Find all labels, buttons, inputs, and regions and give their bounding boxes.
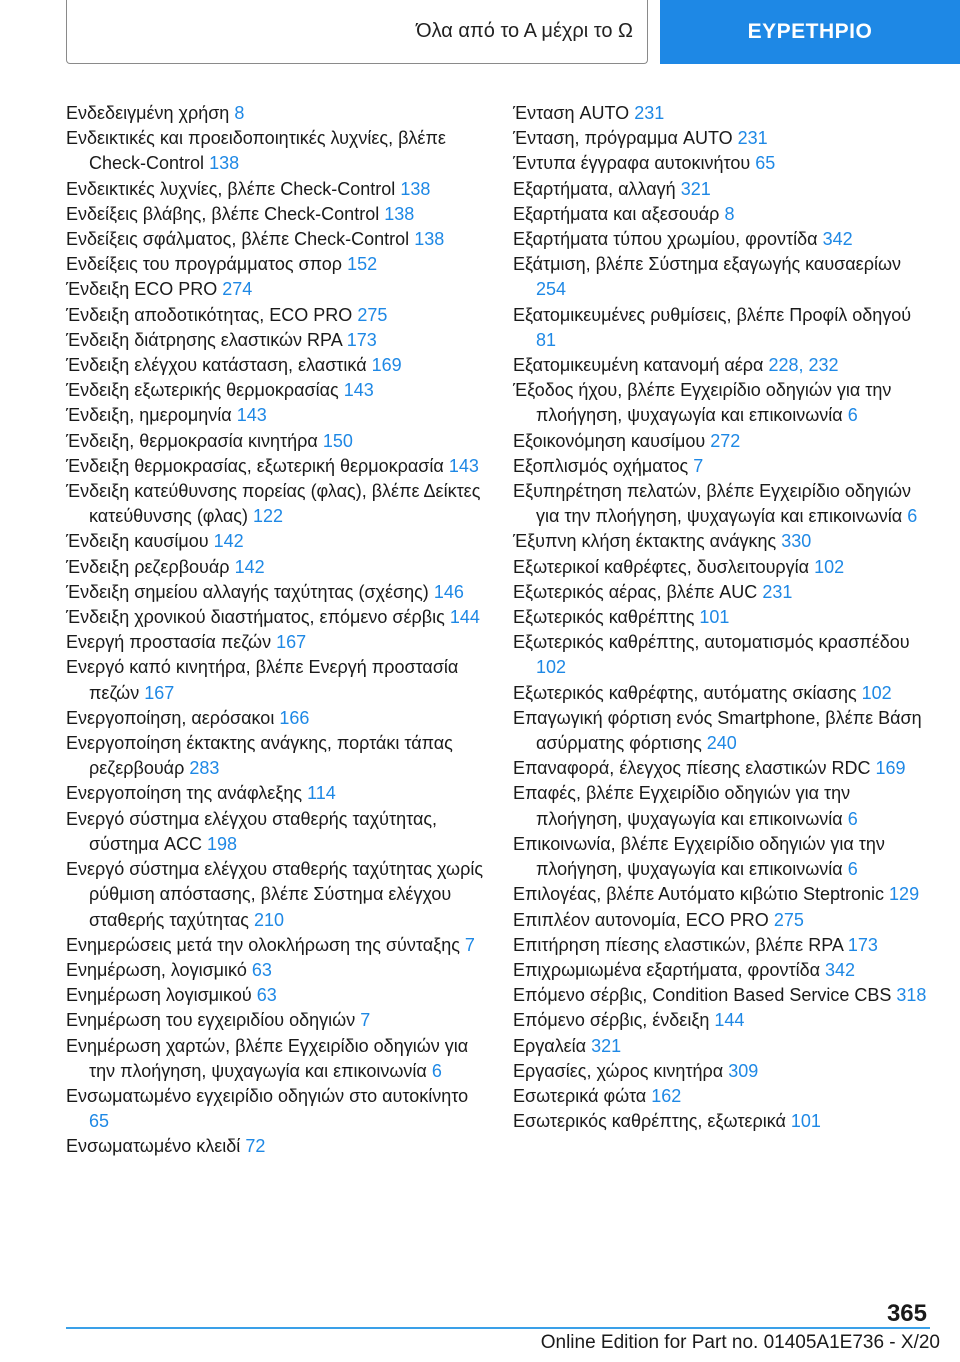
index-entry [513, 832, 933, 882]
page-reference-link[interactable]: 275 [773, 909, 804, 930]
index-column-right [513, 101, 933, 1134]
page-reference-link[interactable]: 166 [279, 707, 310, 728]
page-reference-link[interactable]: 231 [634, 103, 665, 123]
index-entry-text: Ένδειξη κατεύθυνσης πορείας (φλας), βλέπε Δείκτες κατεύθυνσης (φλας) [66, 481, 481, 527]
index-entry [66, 303, 488, 328]
page-reference-link[interactable]: 167 [276, 632, 307, 653]
page-reference-link[interactable]: 342 [822, 229, 853, 250]
page-reference-link[interactable]: 6 [431, 1060, 442, 1081]
page-reference-link[interactable]: 173 [847, 934, 878, 955]
index-entry-text: Ένταση, πρόγραμμα AUTO [513, 128, 733, 149]
page-reference-link[interactable]: 142 [234, 556, 265, 577]
index-entry [66, 655, 488, 705]
index-entry-text: Εξαρτήματα τύπου χρωμίου, φροντίδα [513, 229, 818, 250]
index-entry [66, 1034, 488, 1084]
index-entry [66, 177, 488, 202]
index-entry-text: Εξοπλισμός οχήματος [513, 455, 689, 476]
index-entry-text: Ένδειξη ECO PRO [66, 279, 218, 300]
index-entry-text: Ενσωματωμένο κλειδί [66, 1136, 241, 1157]
index-entry [66, 630, 488, 655]
index-entry [513, 202, 933, 227]
index-entry [66, 479, 488, 529]
page-reference-link[interactable]: 143 [448, 455, 479, 476]
index-entry [66, 706, 488, 731]
page-reference-link[interactable]: 342 [825, 959, 856, 980]
index-entry [513, 101, 933, 126]
page-reference-link[interactable]: 7 [693, 455, 704, 476]
index-entry-text: Έξοδος ήχου, βλέπε Εγχειρίδιο οδηγιών για την πλοήγηση, ψυχαγωγία και επικοινωνία [513, 380, 892, 426]
index-entry [513, 177, 933, 202]
page-reference-link[interactable]: 6 [847, 405, 858, 426]
index-entry [513, 983, 933, 1008]
index-entry [66, 202, 488, 227]
index-entry-text: Ένδειξη χρονικού διαστήματος, επόμενο σέρβις [66, 607, 445, 628]
index-entry [66, 378, 488, 403]
page-reference-link[interactable]: 321 [591, 1035, 622, 1056]
page-reference-link[interactable]: 101 [699, 607, 730, 628]
index-entry-text: Εργαλεία [513, 1035, 587, 1056]
page-reference-link[interactable]: 198 [206, 833, 238, 854]
index-entry [66, 454, 488, 479]
index-entry [513, 454, 933, 479]
page-reference-link[interactable]: 63 [251, 959, 272, 980]
page-reference-link[interactable]: 72 [245, 1136, 266, 1157]
index-entry-text: Ενημέρωση, λογισμικό [66, 959, 247, 980]
index-entry-text: Ενεργοποίηση, αερόσακοι [66, 707, 275, 728]
index-entry-text: Επαγωγική φόρτιση ενός Smartphone, βλέπε Βάση ασύρματης φόρτισης [513, 707, 922, 754]
page-reference-link[interactable]: 283 [189, 758, 220, 779]
index-entry-text: Ενδείξεις του προγράμματος σπορ [66, 254, 343, 275]
index-entry [66, 983, 488, 1008]
index-entry-text: Έντυπα έγγραφα αυτοκινήτου [513, 153, 751, 174]
page-reference-link[interactable]: 321 [680, 178, 711, 199]
index-entry-text: Εξωτερικός καθρέπτης [513, 607, 695, 628]
index-entry [513, 227, 933, 252]
index-entry-text: Εξωτερικός αέρας, βλέπε AUC [513, 581, 758, 602]
index-entry [66, 857, 488, 933]
page-reference-link[interactable]: 162 [651, 1085, 682, 1106]
index-header [0, 0, 960, 64]
index-entry-text: Επόμενο σέρβις, ένδειξη [513, 1010, 710, 1031]
page-reference-link[interactable]: 272 [710, 430, 741, 451]
footer-divider [66, 1327, 930, 1329]
index-entry [513, 756, 933, 781]
page-reference-link[interactable]: 231 [762, 581, 793, 602]
index-entry [513, 1008, 933, 1033]
index-entry [66, 529, 488, 554]
index-entry [66, 1134, 488, 1159]
footer-edition-text: Online Edition for Part no. 01405A1E736 - X/20 [540, 1332, 940, 1353]
index-entry [66, 781, 488, 806]
index-entry-text: Ενδεδειγμένη χρήση [66, 103, 230, 123]
index-entry [66, 252, 488, 277]
index-entry [66, 403, 488, 428]
index-entry [513, 933, 933, 958]
index-entry [513, 479, 933, 529]
index-entry [513, 1034, 933, 1059]
index-entry-text: Ενσωματωμένο εγχειρίδιο οδηγιών στο αυτοκίνητο [66, 1085, 469, 1106]
index-entry-text: Ενδείξεις βλάβης, βλέπε Check-Control [66, 203, 380, 224]
page-reference-link[interactable]: 275 [357, 304, 388, 325]
index-entry [513, 908, 933, 933]
index-entry-text: Ένδειξη καυσίμου [66, 531, 209, 552]
index-entry [513, 1084, 933, 1109]
page-reference-link[interactable]: 254 [536, 279, 567, 300]
index-entry [513, 252, 933, 302]
page-reference-link[interactable]: 143 [343, 380, 374, 401]
page-reference-link[interactable]: 144 [449, 607, 480, 628]
page-reference-link[interactable]: 6 [847, 808, 858, 829]
index-entry-text: Ένδειξη διάτρησης ελαστικών RPA [66, 329, 342, 350]
index-entry [66, 933, 488, 958]
index-entry [513, 1059, 933, 1084]
index-entry [66, 277, 488, 302]
index-entry-text: Εξωτερικοί καθρέφτες, δυσλειτουργία [513, 556, 810, 577]
index-entry [513, 126, 933, 151]
index-entry-text: Εξυπηρέτηση πελατών, βλέπε Εγχειρίδιο οδηγιών για την πλοήγηση, ψυχαγωγία και επικοινωνία [513, 481, 911, 527]
index-entry-text: Ενδείξεις σφάλματος, βλέπε Check-Control [66, 229, 410, 250]
page-reference-link[interactable]: 102 [536, 657, 567, 678]
index-entry-text: Επαφές, βλέπε Εγχειρίδιο οδηγιών για την πλοήγηση, ψυχαγωγία και επικοινωνία [513, 783, 851, 829]
index-entry-text: Ένδειξη, θερμοκρασία κινητήρα [66, 430, 318, 451]
index-entry-text: Ενδεικτικές και προειδοποιητικές λυχνίες, βλέπε Check-Control [66, 128, 446, 174]
page-reference-link[interactable]: 138 [209, 153, 240, 174]
index-entry-text: Ενημερώσεις μετά την ολοκλήρωση της σύνταξης [66, 934, 460, 955]
page-reference-link[interactable]: 144 [714, 1010, 745, 1031]
index-entry [513, 958, 933, 983]
index-entry-text: Επόμενο σέρβις, Condition Based Service CBS [513, 985, 892, 1006]
page-reference-link[interactable]: 240 [706, 733, 737, 754]
page-reference-link[interactable]: 6 [847, 859, 858, 880]
index-entry-text: Εξαρτήματα και αξεσουάρ [513, 203, 720, 224]
index-entry-text: Εξωτερικός καθρέφτης, αυτόματης σκίασης [513, 682, 857, 703]
page-reference-link[interactable]: 152 [347, 254, 378, 275]
index-entry [513, 706, 933, 756]
index-entry [66, 731, 488, 781]
index-entry [513, 303, 933, 353]
page-reference-link[interactable]: 65 [89, 1111, 110, 1132]
page-reference-link[interactable]: 101 [790, 1111, 821, 1132]
index-entry-text: Ένταση AUTO [513, 103, 630, 123]
index-entry-text: Ενεργοποίηση έκτακτης ανάγκης, πορτάκι τάπας ρεζερβουάρ [66, 733, 453, 779]
index-entry [66, 580, 488, 605]
index-entry-text: Εξαρτήματα, αλλαγή [513, 178, 676, 199]
page-reference-link[interactable]: 81 [536, 329, 557, 350]
page-reference-link[interactable]: 330 [781, 531, 812, 552]
page-reference-link[interactable]: 142 [213, 531, 244, 552]
index-entry [513, 681, 933, 706]
index-entry [66, 429, 488, 454]
index-entry-text: Ενημέρωση λογισμικού [66, 985, 252, 1006]
index-entry-text: Ενεργή προστασία πεζών [66, 632, 272, 653]
index-entry-text: Εσωτερικά φώτα [513, 1085, 647, 1106]
page-reference-link[interactable]: 138 [400, 178, 431, 199]
page-reference-link[interactable]: 65 [755, 153, 776, 174]
index-entry-text: Επαναφορά, έλεγχος πίεσης ελαστικών RDC [513, 758, 871, 779]
index-entry [66, 101, 488, 126]
page-reference-link[interactable]: 231 [737, 128, 768, 149]
index-entry-text: Επιλογέας, βλέπε Αυτόματο κιβώτιο Steptronic [513, 884, 885, 905]
page-reference-link[interactable]: 150 [322, 430, 353, 451]
index-entry-text: Ενεργό σύστημα ελέγχου σταθερής ταχύτητας, σύστημα ACC [66, 808, 438, 854]
tab-index[interactable]: ΕΥΡΕΤΗΡΙΟ [660, 0, 960, 64]
page-reference-link[interactable]: 228, 232 [768, 355, 839, 376]
page-reference-link[interactable]: 102 [814, 556, 845, 577]
page-reference-link[interactable]: 143 [236, 405, 267, 426]
index-entry [513, 555, 933, 580]
page-reference-link[interactable]: 146 [433, 581, 464, 602]
index-entry-text: Ενεργό καπό κινητήρα, βλέπε Ενεργή προστασία πεζών [66, 657, 459, 703]
index-entry [513, 529, 933, 554]
index-entry [66, 1084, 488, 1134]
page-reference-link[interactable]: 63 [256, 985, 277, 1006]
page-reference-link[interactable]: 169 [875, 758, 906, 779]
index-entry [513, 580, 933, 605]
page-reference-link[interactable]: 173 [346, 329, 377, 350]
index-entry [66, 353, 488, 378]
index-entry [66, 1008, 488, 1033]
index-entry [513, 378, 933, 428]
index-entry [66, 807, 488, 857]
index-entry-text: Έξυπνη κλήση έκτακτης ανάγκης [513, 531, 777, 552]
index-entry-text: Εξωτερικός καθρέπτης, αυτοματισμός κρασπέδου [513, 632, 910, 653]
index-entry-text: Εξατομικευμένες ρυθμίσεις, βλέπε Προφίλ οδηγού [513, 304, 912, 325]
index-entry-text: Ενημέρωση χαρτών, βλέπε Εγχειρίδιο οδηγιών για την πλοήγηση, ψυχαγωγία και επικοινωνία [66, 1035, 469, 1081]
index-entry [66, 605, 488, 630]
index-entry [66, 328, 488, 353]
index-entry-text: Ενεργό σύστημα ελέγχου σταθερής ταχύτητας χωρίς ρύθμιση απόστασης, βλέπε Σύστημα ελέγχου σταθερής ταχύτητας [66, 859, 483, 930]
index-entry-text: Ένδειξη θερμοκρασίας, εξωτερική θερμοκρασία [66, 455, 444, 476]
index-entry-text: Επιτήρηση πίεσης ελαστικών, βλέπε RPA [513, 934, 843, 955]
index-entry-text: Εξοικονόμηση καυσίμου [513, 430, 706, 451]
page-reference-link[interactable]: 7 [464, 934, 475, 955]
index-entry [513, 353, 933, 378]
index-entry [513, 882, 933, 907]
page-reference-link[interactable]: 6 [907, 506, 918, 527]
page-reference-link[interactable]: 8 [234, 103, 245, 123]
page-reference-link[interactable]: 167 [144, 682, 175, 703]
index-entry-text: Ενεργοποίηση της ανάφλεξης [66, 783, 303, 804]
index-entry-text: Ένδειξη, ημερομηνία [66, 405, 232, 426]
page-number: 365 [886, 1300, 927, 1327]
index-entry [66, 227, 488, 252]
page-reference-link[interactable]: 210 [253, 909, 285, 930]
index-entry [513, 605, 933, 630]
page-reference-link[interactable]: 102 [861, 682, 892, 703]
page-reference-link[interactable]: 122 [252, 506, 284, 527]
index-entry [513, 781, 933, 831]
index-entry [66, 958, 488, 983]
index-entry-text: Ενημέρωση του εγχειριδίου οδηγιών [66, 1010, 356, 1031]
index-entry-text: Εργασίες, χώρος κινητήρα [513, 1060, 724, 1081]
index-entry [66, 555, 488, 580]
index-entry [513, 151, 933, 176]
index-entry-text: Επιπλέον αυτονομία, ECO PRO [513, 909, 769, 930]
index-entry-text: Εξατομικευμένη κατανομή αέρα [513, 355, 764, 376]
index-column-left [66, 101, 488, 1160]
page-reference-link[interactable]: 138 [414, 229, 445, 250]
page-reference-link[interactable]: 8 [724, 203, 735, 224]
index-entry-text: Ένδειξη αποδοτικότητας, ECO PRO [66, 304, 353, 325]
page-reference-link[interactable]: 318 [896, 985, 927, 1006]
page-reference-link[interactable]: 309 [728, 1060, 759, 1081]
index-entry-text: Ένδειξη ρεζερβουάρ [66, 556, 230, 577]
index-entry-text: Εξάτμιση, βλέπε Σύστημα εξαγωγής καυσαερίων [513, 254, 902, 275]
index-entry-text: Εσωτερικός καθρέπτης, εξωτερικά [513, 1111, 786, 1132]
page-reference-link[interactable]: 169 [371, 355, 402, 376]
index-entry-text: Ένδειξη εξωτερικής θερμοκρασίας [66, 380, 339, 401]
index-entry [66, 126, 488, 176]
page-reference-link[interactable]: 274 [222, 279, 253, 300]
index-entry-text: Ενδεικτικές λυχνίες, βλέπε Check-Control [66, 178, 396, 199]
page-reference-link[interactable]: 138 [384, 203, 415, 224]
index-entry-text: Ένδειξη σημείου αλλαγής ταχύτητας (σχέσης) [66, 581, 429, 602]
page-reference-link[interactable]: 7 [360, 1010, 371, 1031]
tab-all-a-to-z[interactable]: Όλα από το Α μέχρι το Ω [66, 0, 648, 64]
index-entry [513, 429, 933, 454]
index-entry-text: Επικοινωνία, βλέπε Εγχειρίδιο οδηγιών για την πλοήγηση, ψυχαγωγία και επικοινωνία [513, 833, 885, 880]
index-entry [513, 1109, 933, 1134]
page-reference-link[interactable]: 129 [889, 884, 920, 905]
index-entry-text: Ένδειξη ελέγχου κατάσταση, ελαστικά [66, 355, 367, 376]
index-entry [513, 630, 933, 680]
index-entry-text: Επιχρωμιωμένα εξαρτήματα, φροντίδα [513, 959, 821, 980]
page-reference-link[interactable]: 114 [307, 783, 336, 804]
